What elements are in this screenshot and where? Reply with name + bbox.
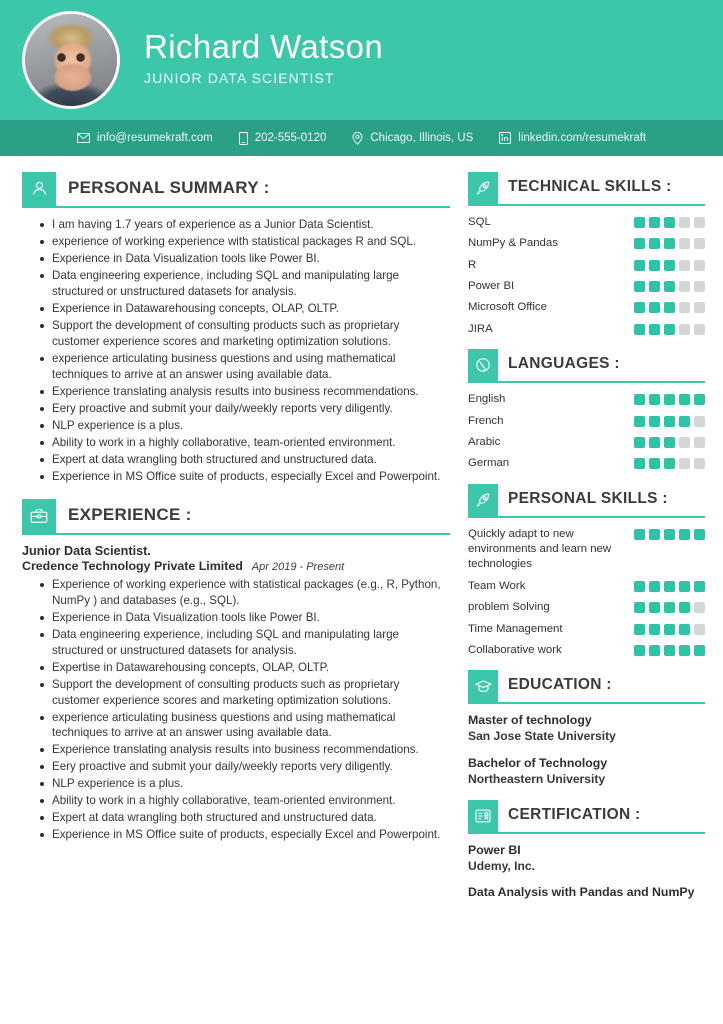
list-item: I am having 1.7 years of experience as a Junior Data Scientist. bbox=[40, 217, 450, 233]
rating-dots bbox=[634, 258, 705, 271]
rating-dot-empty bbox=[694, 217, 705, 228]
entry-secondary: Northeastern University bbox=[468, 772, 606, 787]
rating-row bbox=[468, 414, 705, 429]
certificate-icon bbox=[468, 800, 498, 832]
job-company: Credence Technology Private Limited bbox=[22, 558, 243, 573]
linkedin-icon bbox=[499, 132, 511, 144]
rating-dot-filled bbox=[664, 260, 675, 271]
rating-row bbox=[468, 392, 705, 407]
section-header bbox=[468, 349, 705, 383]
rating-dot-filled bbox=[634, 260, 645, 271]
entry bbox=[468, 756, 705, 788]
rating-dot-filled bbox=[664, 645, 675, 656]
rating-dot-filled bbox=[664, 581, 675, 592]
rating-dot-empty bbox=[679, 324, 690, 335]
list-item: experience articulating business questions and using mathematical techniques to arrive at an answer using available data. bbox=[40, 351, 450, 383]
rating-dot-filled bbox=[634, 624, 645, 635]
rating-dot-filled bbox=[649, 416, 660, 427]
rating-dot-filled bbox=[634, 302, 645, 313]
contact-linkedin[interactable] bbox=[499, 132, 646, 144]
list-item: Eery proactive and submit your daily/weekly reports very diligently. bbox=[40, 759, 450, 775]
contact-location-text: Chicago, Illinois, US bbox=[370, 132, 474, 144]
rating-dot-filled bbox=[634, 458, 645, 469]
rating-dot-filled bbox=[649, 645, 660, 656]
rating-label: R bbox=[468, 258, 477, 271]
job-title: Junior Data Scientist. bbox=[22, 543, 151, 558]
rocket-icon bbox=[468, 484, 498, 516]
rating-label: Arabic bbox=[468, 435, 501, 448]
profile-photo-icon bbox=[25, 14, 117, 106]
rating-dot-empty bbox=[694, 260, 705, 271]
rating-label: English bbox=[468, 393, 506, 406]
contact-email[interactable] bbox=[77, 132, 213, 144]
rating-row bbox=[468, 579, 705, 594]
list-item: Experience in MS Office suite of products, especially Excel and Powerpoint. bbox=[40, 827, 450, 843]
list-item: Experience translating analysis results into business recommendations. bbox=[40, 384, 450, 400]
languages-list bbox=[468, 392, 705, 472]
section-certification bbox=[468, 800, 705, 902]
rating-dot-filled bbox=[649, 394, 660, 405]
section-title: LANGUAGES : bbox=[508, 355, 620, 373]
rating-dot-filled bbox=[634, 529, 645, 540]
rating-dot-empty bbox=[694, 602, 705, 613]
section-title: PERSONAL SKILLS : bbox=[508, 489, 668, 507]
rating-dots bbox=[634, 527, 705, 540]
rating-dot-empty bbox=[694, 302, 705, 313]
rating-label: Team Work bbox=[468, 579, 526, 592]
section-personal-summary bbox=[22, 172, 450, 485]
list-item: Support the development of consulting products such as proprietary customer experience scores and marketing optimization solutions. bbox=[40, 318, 450, 350]
list-item: Experience in MS Office suite of products, especially Excel and Powerpoint. bbox=[40, 469, 450, 485]
entry-primary: Power BI bbox=[468, 842, 521, 857]
rating-dot-filled bbox=[634, 581, 645, 592]
contact-phone[interactable] bbox=[239, 132, 327, 145]
rating-dot-filled bbox=[664, 394, 675, 405]
section-header bbox=[468, 172, 705, 206]
phone-icon bbox=[239, 132, 248, 145]
rating-dot-empty bbox=[694, 324, 705, 335]
section-languages bbox=[468, 349, 705, 471]
rating-dot-empty bbox=[694, 437, 705, 448]
envelope-icon bbox=[77, 133, 90, 143]
candidate-role: JUNIOR DATA SCIENTIST bbox=[144, 70, 335, 87]
list-item: Experience in Data Visualization tools like Power BI. bbox=[40, 251, 450, 267]
rating-dot-filled bbox=[694, 645, 705, 656]
rating-dot-filled bbox=[664, 302, 675, 313]
entry-primary: Master of technology bbox=[468, 713, 592, 728]
rating-dots bbox=[634, 322, 705, 335]
rating-dot-filled bbox=[679, 645, 690, 656]
rating-label: Microsoft Office bbox=[468, 301, 547, 314]
section-header bbox=[22, 172, 450, 208]
rating-row bbox=[468, 300, 705, 315]
rating-dot-filled bbox=[649, 581, 660, 592]
rating-label: German bbox=[468, 457, 510, 470]
section-title: PERSONAL SUMMARY : bbox=[68, 178, 270, 197]
rating-dot-filled bbox=[679, 529, 690, 540]
rating-dot-filled bbox=[634, 645, 645, 656]
rocket-icon bbox=[468, 172, 498, 204]
rating-dot-filled bbox=[664, 281, 675, 292]
rating-dot-filled bbox=[634, 416, 645, 427]
location-pin-icon bbox=[352, 132, 363, 145]
entry-primary: Bachelor of Technology bbox=[468, 756, 608, 771]
section-title: TECHNICAL SKILLS : bbox=[508, 178, 672, 195]
rating-dot-filled bbox=[649, 437, 660, 448]
rating-dot-filled bbox=[664, 529, 675, 540]
rating-dots bbox=[634, 414, 705, 427]
graduation-cap-icon bbox=[468, 670, 498, 702]
rating-dot-filled bbox=[679, 602, 690, 613]
contact-email-text: info@resumekraft.com bbox=[96, 132, 213, 144]
list-item: experience articulating business questions and using mathematical techniques to arrive at an answer using available data. bbox=[40, 710, 450, 742]
rating-dot-filled bbox=[664, 458, 675, 469]
rating-dots bbox=[634, 622, 705, 635]
rating-dot-filled bbox=[664, 324, 675, 335]
entry-primary: Data Analysis with Pandas and NumPy bbox=[468, 885, 695, 900]
candidate-name: Richard Watson bbox=[144, 27, 384, 65]
rating-dot-filled bbox=[664, 624, 675, 635]
list-item: Data engineering experience, including SQL and manipulating large structured or unstructured datasets for analysis. bbox=[40, 627, 450, 659]
rating-dot-filled bbox=[634, 602, 645, 613]
rating-dot-filled bbox=[664, 238, 675, 249]
rating-dot-filled bbox=[679, 416, 690, 427]
globe-icon bbox=[468, 349, 498, 381]
personal-summary-list bbox=[22, 217, 450, 485]
experience-bullet-list bbox=[22, 577, 450, 844]
rating-dots bbox=[634, 456, 705, 469]
section-header bbox=[468, 670, 705, 704]
rating-row bbox=[468, 435, 705, 450]
list-item: Support the development of consulting products such as proprietary customer experience scores and marketing optimization solutions. bbox=[40, 677, 450, 709]
section-header bbox=[468, 800, 705, 834]
list-item: NLP experience is a plus. bbox=[40, 776, 450, 792]
list-item: Ability to work in a highly collaborative, team-oriented environment. bbox=[40, 793, 450, 809]
rating-dot-empty bbox=[694, 416, 705, 427]
rating-dot-empty bbox=[694, 458, 705, 469]
certification-list bbox=[468, 843, 705, 902]
section-header bbox=[468, 484, 705, 518]
rating-row bbox=[468, 322, 705, 337]
avatar bbox=[22, 11, 120, 109]
rating-row bbox=[468, 215, 705, 230]
entry-secondary: Udemy, Inc. bbox=[468, 858, 535, 873]
list-item: Experience translating analysis results into business recommendations. bbox=[40, 742, 450, 758]
list-item: Experience in Datawarehousing concepts, OLAP, OLTP. bbox=[40, 301, 450, 317]
rating-row bbox=[468, 279, 705, 294]
rating-dot-filled bbox=[634, 394, 645, 405]
rating-dot-empty bbox=[679, 458, 690, 469]
rating-row bbox=[468, 456, 705, 471]
rating-dot-empty bbox=[679, 238, 690, 249]
entry bbox=[468, 713, 705, 745]
rating-dot-filled bbox=[649, 238, 660, 249]
right-column bbox=[468, 172, 705, 913]
rating-dot-filled bbox=[649, 602, 660, 613]
rating-dot-empty bbox=[679, 217, 690, 228]
rating-dot-filled bbox=[679, 624, 690, 635]
section-title: EXPERIENCE : bbox=[68, 504, 192, 524]
list-item: experience of working experience with statistical packages R and SQL. bbox=[40, 234, 450, 250]
rating-dot-empty bbox=[679, 260, 690, 271]
contact-bar bbox=[0, 120, 723, 156]
rating-label: French bbox=[468, 414, 504, 427]
education-list bbox=[468, 713, 705, 787]
list-item: Ability to work in a highly collaborative, team-oriented environment. bbox=[40, 435, 450, 451]
rating-dots bbox=[634, 300, 705, 313]
rating-dot-filled bbox=[679, 394, 690, 405]
section-header bbox=[22, 499, 450, 535]
rating-dot-filled bbox=[634, 217, 645, 228]
briefcase-icon bbox=[22, 499, 56, 533]
rating-row bbox=[468, 643, 705, 658]
section-technical-skills bbox=[468, 172, 705, 337]
rating-dot-filled bbox=[634, 238, 645, 249]
rating-row bbox=[468, 622, 705, 637]
rating-label: Time Management bbox=[468, 622, 563, 635]
rating-dots bbox=[634, 392, 705, 405]
list-item: Expert at data wrangling both structured and unstructured data. bbox=[40, 452, 450, 468]
rating-dot-filled bbox=[634, 324, 645, 335]
rating-dot-filled bbox=[634, 281, 645, 292]
section-experience bbox=[22, 499, 450, 844]
rating-dot-filled bbox=[649, 217, 660, 228]
rating-dot-filled bbox=[664, 217, 675, 228]
list-item: NLP experience is a plus. bbox=[40, 418, 450, 434]
entry bbox=[468, 885, 705, 901]
rating-dot-filled bbox=[664, 416, 675, 427]
rating-dot-empty bbox=[694, 624, 705, 635]
contact-linkedin-text: linkedin.com/resumekraft bbox=[518, 132, 647, 144]
rating-dots bbox=[634, 579, 705, 592]
rating-dots bbox=[634, 279, 705, 292]
rating-dot-filled bbox=[649, 458, 660, 469]
resume-body bbox=[0, 156, 723, 913]
rating-dot-filled bbox=[664, 437, 675, 448]
rating-label: NumPy & Pandas bbox=[468, 237, 558, 250]
rating-dots bbox=[634, 435, 705, 448]
personal-skills-list bbox=[468, 527, 705, 659]
rating-dot-empty bbox=[679, 302, 690, 313]
rating-label: Collaborative work bbox=[468, 644, 562, 657]
technical-skills-list bbox=[468, 215, 705, 337]
job-meta bbox=[22, 559, 450, 573]
left-column bbox=[22, 172, 450, 913]
rating-dot-empty bbox=[679, 281, 690, 292]
section-education bbox=[468, 670, 705, 787]
rating-dot-filled bbox=[649, 260, 660, 271]
rating-dot-filled bbox=[634, 437, 645, 448]
rating-dot-empty bbox=[694, 238, 705, 249]
rating-label: problem Solving bbox=[468, 601, 550, 614]
user-icon bbox=[22, 172, 56, 206]
rating-dot-filled bbox=[649, 281, 660, 292]
entry-secondary: San Jose State University bbox=[468, 729, 616, 744]
list-item: Expertise in Datawarehousing concepts, OLAP, OLTP. bbox=[40, 660, 450, 676]
rating-dots bbox=[634, 236, 705, 249]
rating-dot-filled bbox=[694, 394, 705, 405]
list-item: Experience in Data Visualization tools like Power BI. bbox=[40, 610, 450, 626]
rating-label: JIRA bbox=[468, 322, 493, 335]
rating-dot-filled bbox=[649, 529, 660, 540]
entry bbox=[468, 843, 705, 875]
rating-label: SQL bbox=[468, 215, 491, 228]
list-item: Experience of working experience with statistical packages (e.g., R, Python, NumPy ) and databases (e.g., SQL). bbox=[40, 577, 450, 609]
rating-dot-filled bbox=[649, 302, 660, 313]
contact-location[interactable] bbox=[352, 132, 473, 145]
rating-row bbox=[468, 527, 705, 573]
rating-dot-filled bbox=[664, 602, 675, 613]
rating-dot-filled bbox=[679, 581, 690, 592]
section-title: EDUCATION : bbox=[508, 676, 612, 694]
rating-row bbox=[468, 600, 705, 615]
job-dates: Apr 2019 - Present bbox=[251, 560, 345, 573]
rating-dots bbox=[634, 215, 705, 228]
rating-row bbox=[468, 258, 705, 273]
rating-label: Quickly adapt to new environments and learn new technologies bbox=[468, 527, 612, 571]
rating-row bbox=[468, 236, 705, 251]
section-personal-skills bbox=[468, 484, 705, 659]
rating-dots bbox=[634, 600, 705, 613]
resume-header bbox=[0, 0, 723, 120]
rating-dot-empty bbox=[694, 281, 705, 292]
rating-dot-filled bbox=[694, 581, 705, 592]
contact-phone-text: 202-555-0120 bbox=[254, 132, 327, 144]
list-item: Expert at data wrangling both structured and unstructured data. bbox=[40, 810, 450, 826]
rating-label: Power BI bbox=[468, 280, 515, 293]
rating-dots bbox=[634, 643, 705, 656]
rating-dot-filled bbox=[649, 624, 660, 635]
experience-job bbox=[22, 544, 450, 844]
section-title: CERTIFICATION : bbox=[508, 805, 641, 823]
rating-dot-filled bbox=[649, 324, 660, 335]
list-item: Eery proactive and submit your daily/weekly reports very diligently. bbox=[40, 401, 450, 417]
rating-dot-filled bbox=[694, 529, 705, 540]
list-item: Data engineering experience, including SQL and manipulating large structured or unstructured datasets for analysis. bbox=[40, 268, 450, 300]
rating-dot-empty bbox=[679, 437, 690, 448]
header-text-block bbox=[144, 27, 384, 91]
